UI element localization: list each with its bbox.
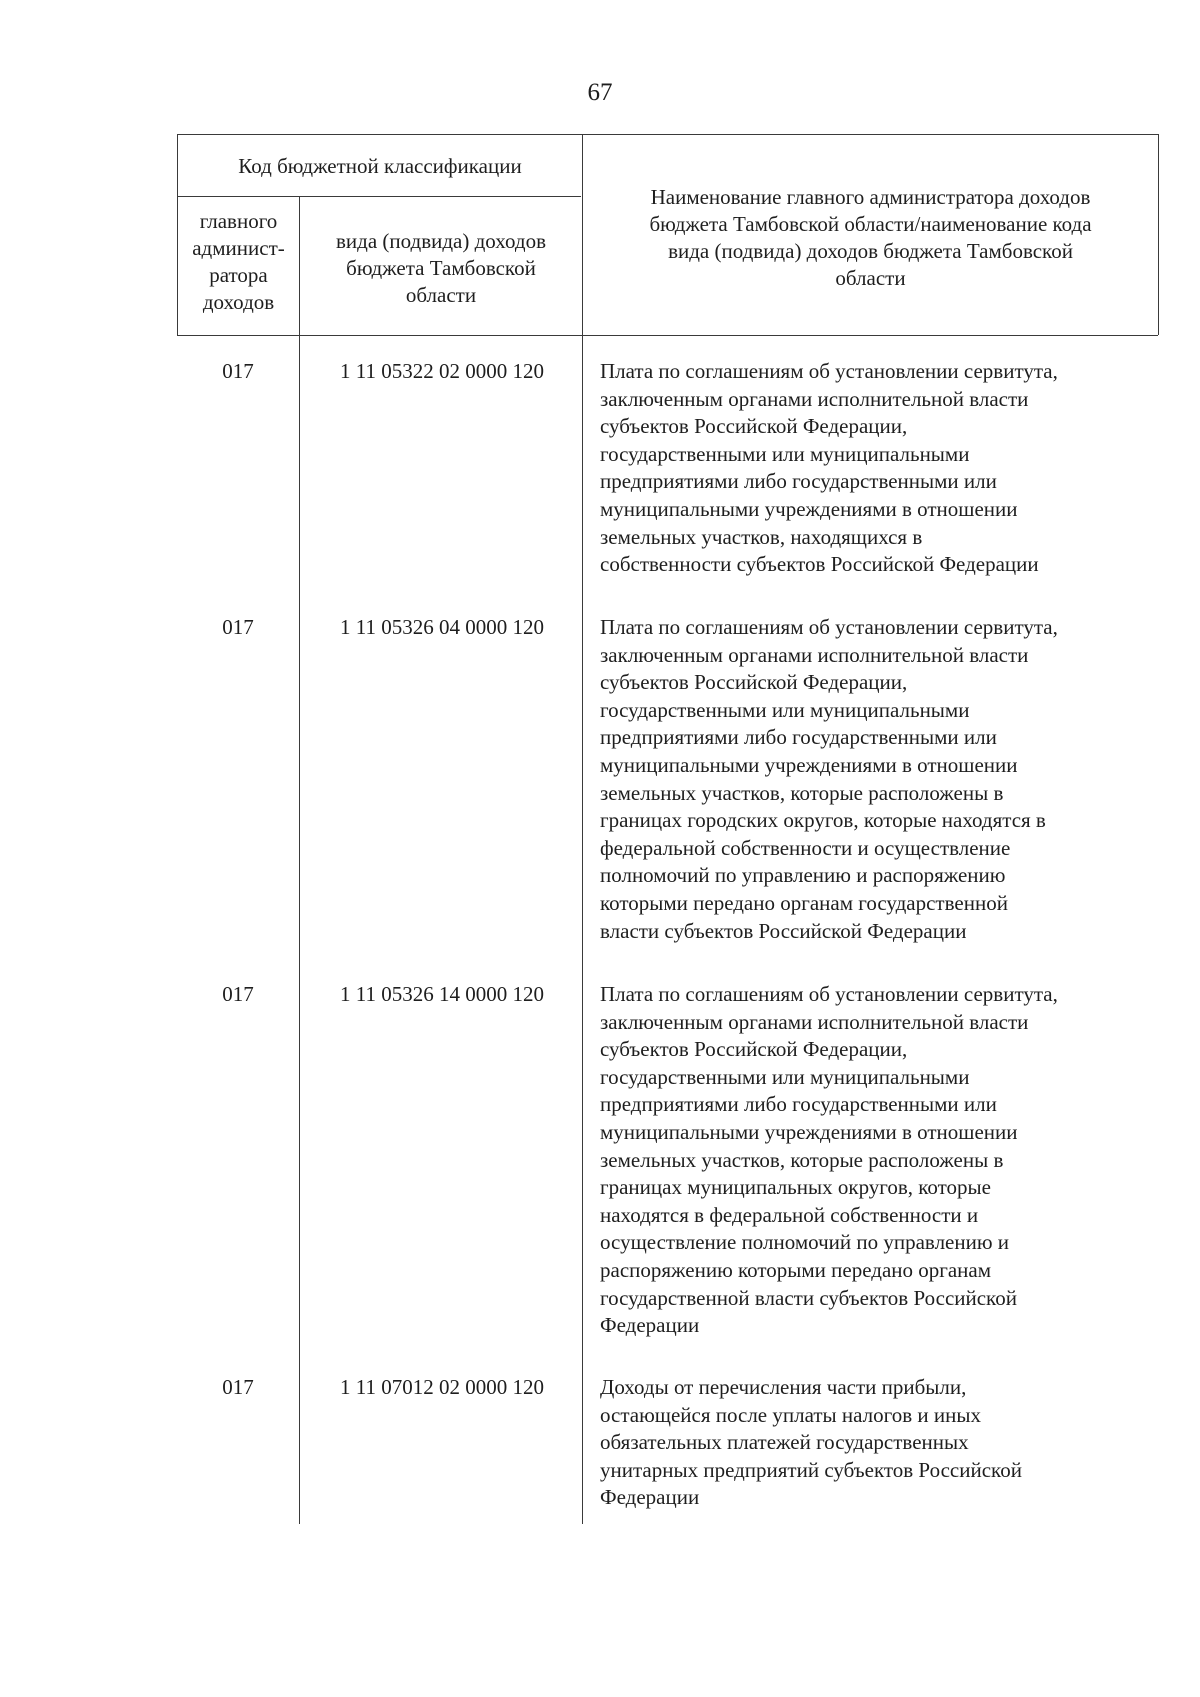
table-row-budget-code: 1 11 05326 14 0000 120 (340, 982, 544, 1006)
header-right-border (1158, 134, 1159, 335)
table-row-admin-code: 017 (222, 359, 254, 383)
page-number: 67 (587, 79, 613, 106)
header-subgroup-border (177, 196, 581, 197)
table-row-description: Доходы от перечисления части прибыли, остающейся после уплаты налогов и иных обязательных платежей государственных унитарных предприятий субъектов Российской Федерации (600, 1375, 1022, 1510)
table-row-budget-code: 1 11 05326 04 0000 120 (340, 615, 544, 639)
table-row-budget-code: 1 11 07012 02 0000 120 (340, 1375, 544, 1399)
header-bottom-border (177, 335, 1158, 336)
column-divider-code-name (582, 134, 583, 1524)
table-row-budget-code: 1 11 05322 02 0000 120 (340, 359, 544, 383)
column-divider-admin-code (299, 196, 300, 1524)
table-row-admin-code: 017 (222, 982, 254, 1006)
table-row-admin-code: 017 (222, 1375, 254, 1399)
table-row-description: Плата по соглашениям об установлении сервитута, заключенным органами исполнительной власти субъектов Российской Федерации, государственными или муниципальными предприятиями либо государственными или муниципальными учреждениями в отношении земельных участков, которые расположены в границах муниципальных округов, которые находятся в федеральной собственности и осуществление полномочий по управлению и распоряжению которыми передано органам государственной власти субъектов Российской Федерации (600, 982, 1058, 1338)
header-col-admin: главного админист- ратора доходов (192, 209, 285, 314)
header-col-name: Наименование главного администратора доходов бюджета Тамбовской области/наименование кода вида (подвида) доходов бюджета Тамбовской области (649, 185, 1092, 290)
header-col-code: вида (подвида) доходов бюджета Тамбовской области (336, 229, 546, 307)
header-group-title: Код бюджетной классификации (238, 154, 522, 178)
header-top-border (177, 134, 1158, 135)
table-row-admin-code: 017 (222, 615, 254, 639)
table-row-description: Плата по соглашениям об установлении сервитута, заключенным органами исполнительной власти субъектов Российской Федерации, государственными или муниципальными предприятиями либо государственными или муниципальными учреждениями в отношении земельных участков, находящихся в собственности субъектов Российской Федерации (600, 359, 1058, 577)
table-row-description: Плата по соглашениям об установлении сервитута, заключенным органами исполнительной власти субъектов Российской Федерации, государственными или муниципальными предприятиями либо государственными или муниципальными учреждениями в отношении земельных участков, которые расположены в границах городских округов, которые находятся в федеральной собственности и осуществление полномочий по управлению и распоряжению которыми передано органам государственной власти субъектов Российской Федерации (600, 615, 1058, 943)
